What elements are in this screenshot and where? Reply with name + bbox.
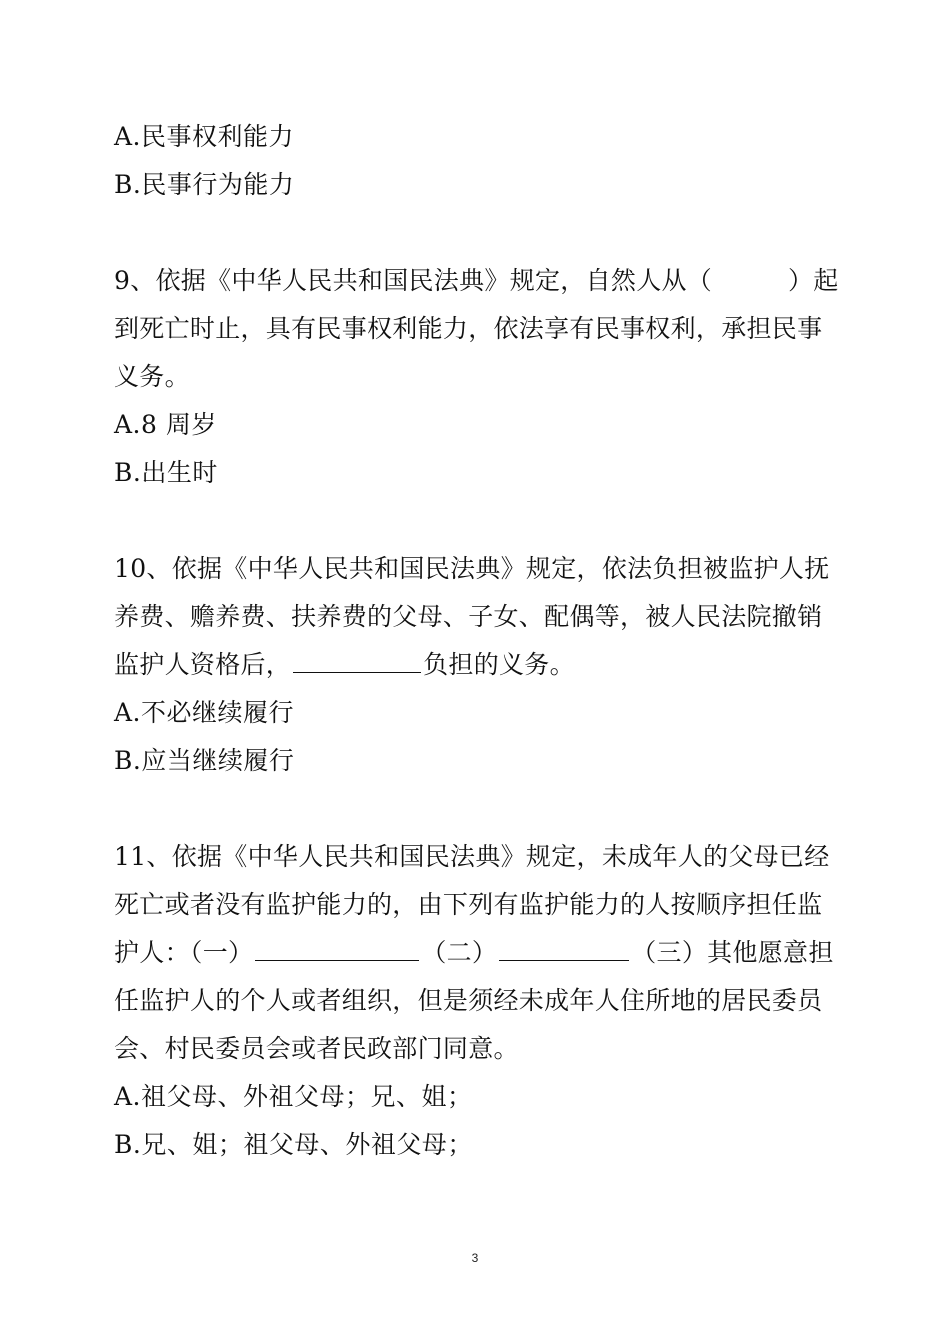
question-11-line-5: 会、村民委员会或者民政部门同意。 [114,1034,519,1063]
page-number: 3 [471,1251,479,1265]
question-10-line-3 [114,650,844,680]
question-9-option-b: B.出生时 [114,458,218,487]
question-10-line-2: 养费、赡养费、扶养费的父母、子女、配偶等，被人民法院撤销 [114,602,823,631]
question-9-line-3: 义务。 [114,362,190,391]
prev-question-option-b: B.民事行为能力 [114,170,295,199]
answer-blank [293,650,421,673]
answer-blank-first [255,938,419,961]
question-11-option-a: A.祖父母、外祖父母；兄、姐； [114,1082,473,1111]
question-11-line-2: 死亡或者没有监护能力的，由下列有监护能力的人按顺序担任监 [114,890,823,919]
question-9-line-2: 到死亡时止，具有民事权利能力，依法享有民事权利，承担民事 [114,314,823,343]
question-11-option-b: B.兄、姐；祖父母、外祖父母； [114,1130,473,1159]
prev-question-option-a: A.民事权利能力 [114,122,295,151]
question-11-line-4: 任监护人的个人或者组织，但是须经未成年人住所地的居民委员 [114,986,823,1015]
question-10-line-1: 10、依据《中华人民共和国民法典》规定，依法负担被监护人抚 [114,554,830,583]
question-10-option-a: A.不必继续履行 [114,698,295,727]
question-10-line-3-after: 负担的义务。 [423,650,575,679]
question-9-line-1: 9、依据《中华人民共和国民法典》规定，自然人从（ ）起 [114,266,839,295]
question-11-line-3-part-1: 护人：（一） [114,938,254,967]
answer-blank-second [499,938,629,961]
question-11-line-3-part-3: （三）其他愿意担 [631,938,834,967]
question-10-line-3-before: 监护人资格后， [114,650,292,679]
question-11-line-3-part-2: （二） [421,938,498,967]
question-11-line-3 [114,938,844,968]
question-9-option-a: A.8 周岁 [114,410,217,439]
question-10-option-b: B.应当继续履行 [114,746,295,775]
question-11-line-1: 11、依据《中华人民共和国民法典》规定，未成年人的父母已经 [114,842,830,871]
